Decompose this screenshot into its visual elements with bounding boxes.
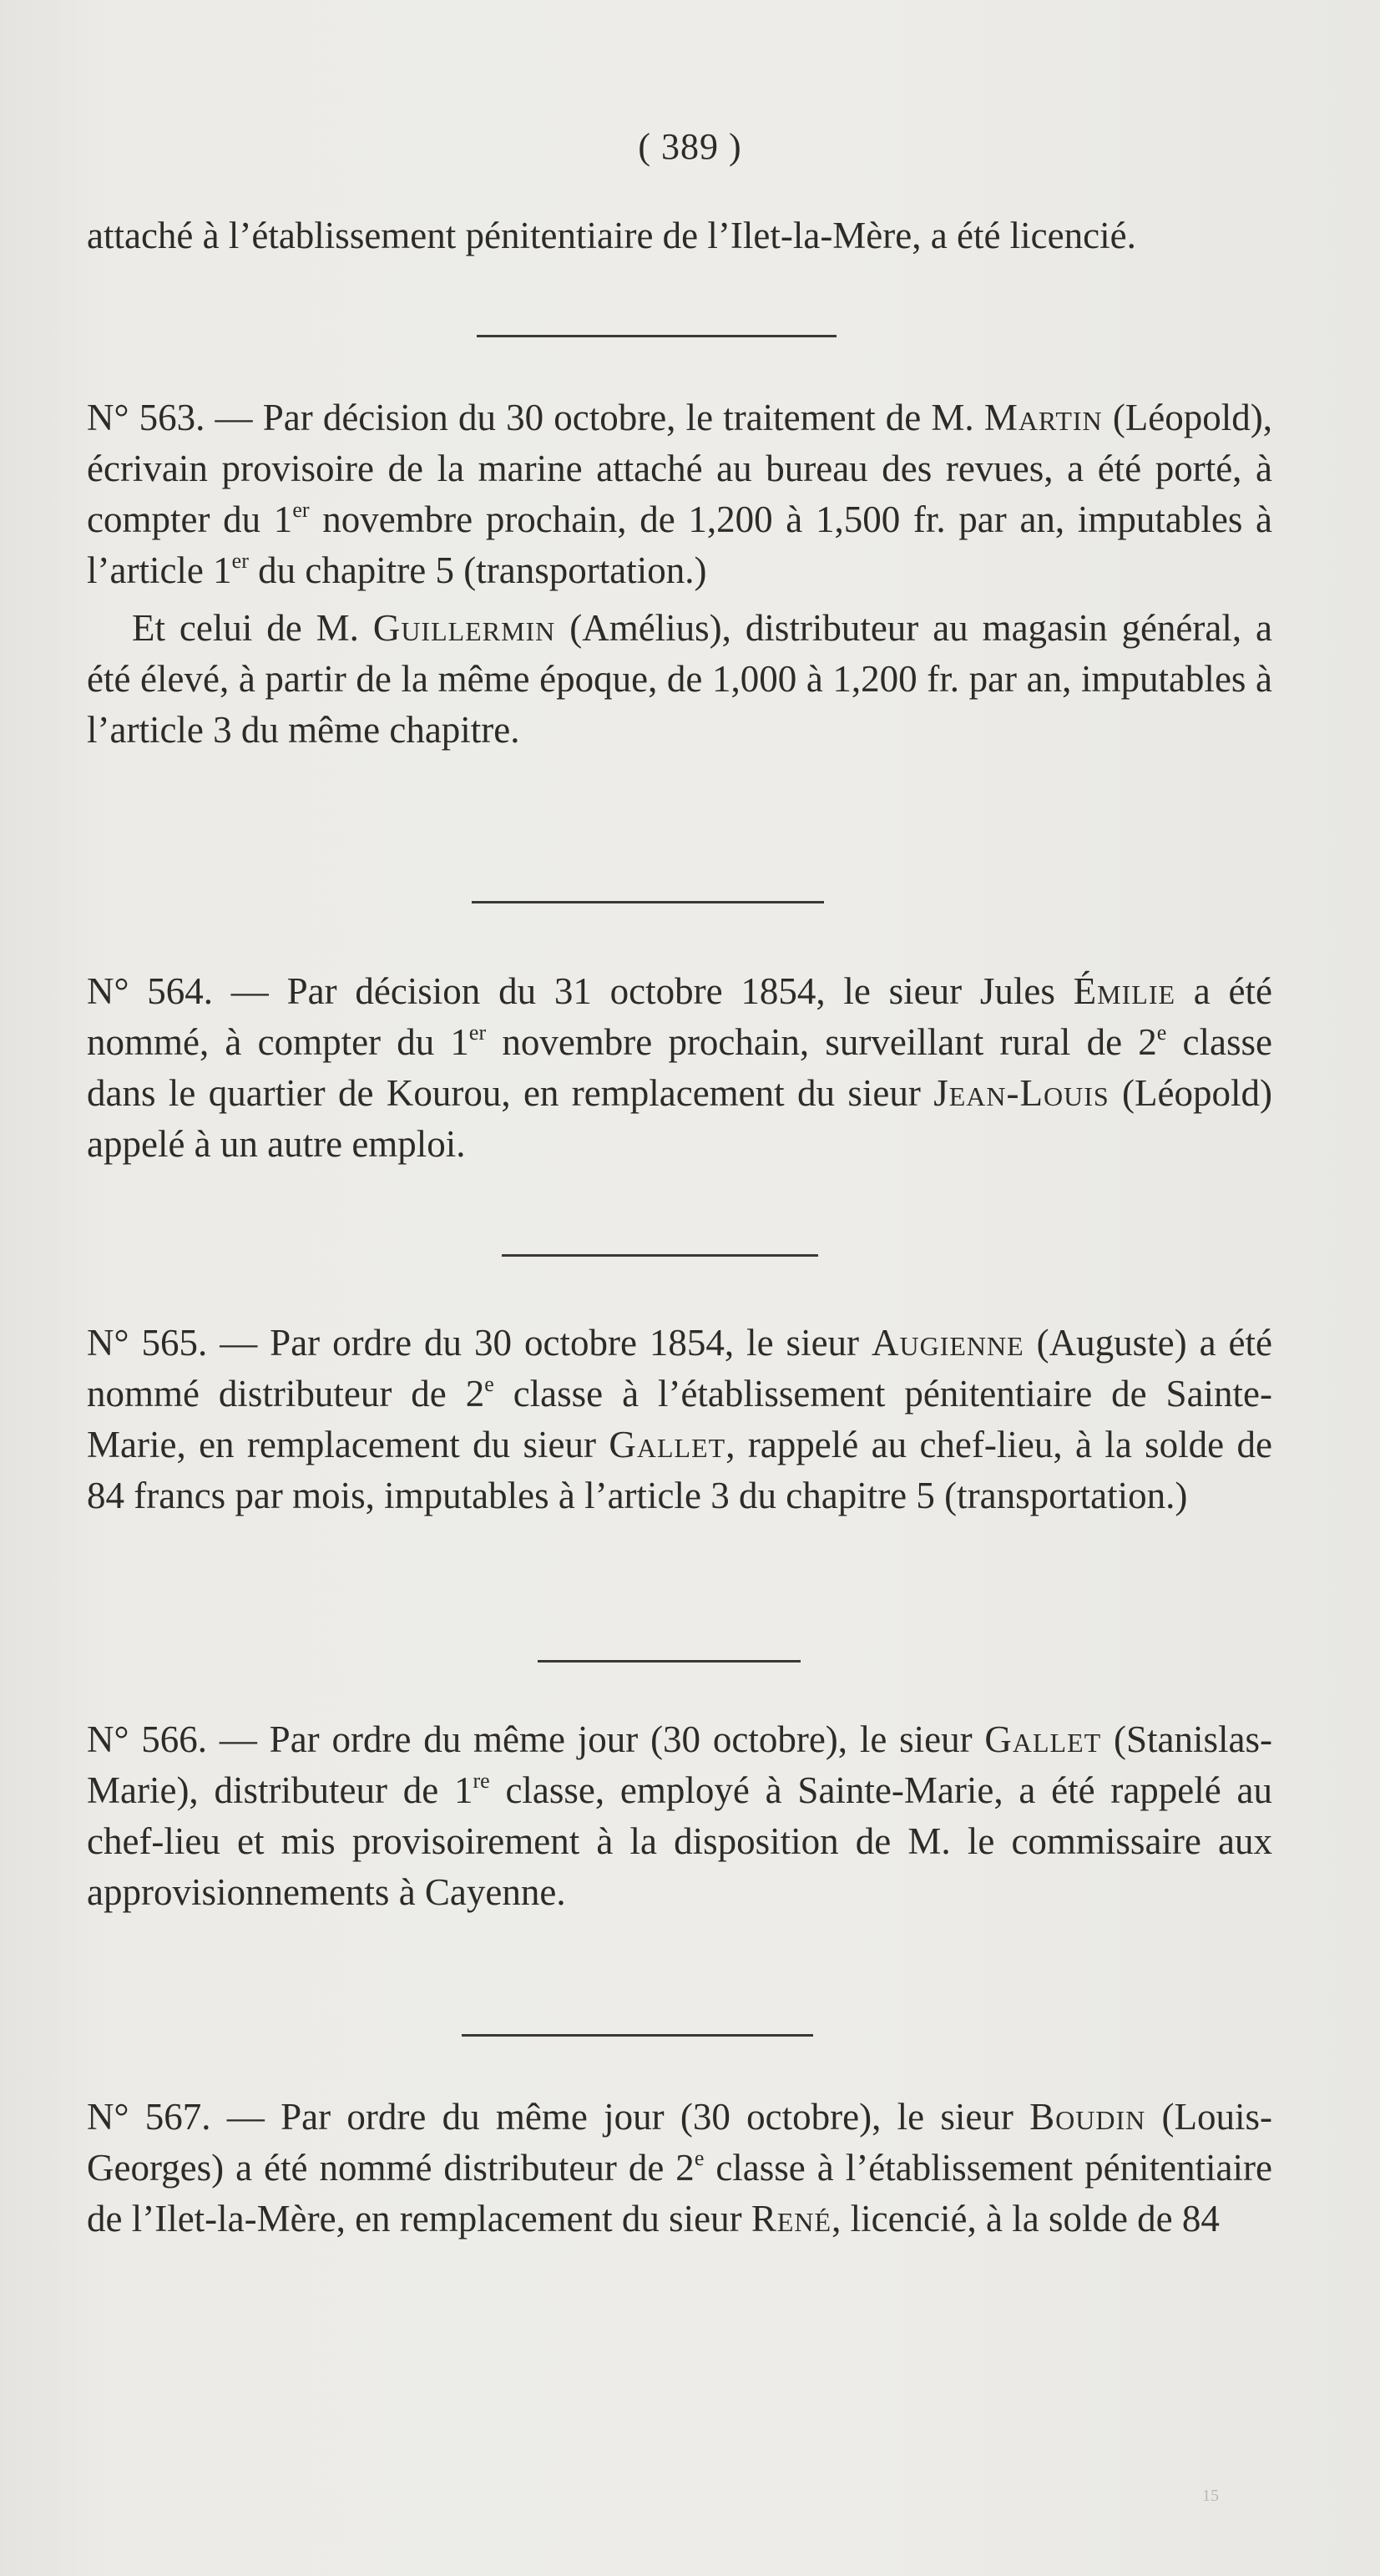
person-name: Émilie bbox=[1073, 970, 1176, 1012]
person-name: Jean-Louis bbox=[933, 1072, 1110, 1114]
person-name: Gallet bbox=[984, 1718, 1102, 1760]
person-name: Gallet bbox=[609, 1424, 726, 1465]
entry-number: N° 567. bbox=[87, 2096, 211, 2138]
entry-567 bbox=[87, 2092, 1272, 2245]
person-name: Guillermin bbox=[372, 607, 556, 649]
entry-565-paragraph: N° 565. — Par ordre du 30 octobre 1854, le sieur Augienne (Auguste) a été nommé distributeur de 2e classe à l’établissement pénitentiaire de Sainte-Marie, en remplacement du sieur Gallet, rappelé au chef-lieu, à la solde de 84 francs par mois, imputables à l’article 3 du chapitre 5 (transportation.) bbox=[87, 1322, 1273, 1516]
entry-number: N° 566. bbox=[87, 1718, 208, 1760]
intro-paragraph: attaché à l’établissement pénitentiaire de l’Ilet-la-Mère, a été licencié. bbox=[87, 215, 1136, 256]
entry-number: N° 564. bbox=[87, 970, 214, 1012]
intro-block bbox=[87, 210, 1272, 261]
entry-566-paragraph: N° 566. — Par ordre du même jour (30 octobre), le sieur Gallet (Stanislas-Marie), distributeur de 1re classe, employé à Sainte-Marie, a été rappelé au chef-lieu et mis provisoirement à la disposition de M. le commissaire aux approvisionnements à Cayenne. bbox=[87, 1718, 1272, 1913]
entry-number: N° 563. bbox=[87, 397, 205, 438]
section-divider bbox=[502, 1254, 818, 1257]
entry-566 bbox=[87, 1714, 1272, 1918]
section-divider bbox=[472, 901, 824, 903]
entry-563 bbox=[87, 392, 1272, 756]
section-divider bbox=[477, 335, 837, 337]
section-divider bbox=[538, 1660, 801, 1663]
entry-563-paragraph: N° 563. — Par décision du 30 octobre, le traitement de M. Martin (Léopold), écrivain provisoire de la marine attaché au bureau des revues, a été porté, à compter du 1er novembre prochain, de 1,200 à 1,500 fr. par an, imputables à l’article 1er du chapitre 5 (transportation.) bbox=[87, 397, 1273, 591]
person-name: Augienne bbox=[872, 1322, 1024, 1364]
section-divider bbox=[462, 2034, 813, 2037]
person-name: René bbox=[751, 2198, 832, 2239]
entry-567-paragraph: N° 567. — Par ordre du même jour (30 octobre), le sieur Boudin (Louis-Georges) a été nommé distributeur de 2e classe à l’établissement pénitentiaire de l’Ilet-la-Mère, en remplacement du sieur René, licencié, à la solde de 84 bbox=[87, 2096, 1272, 2239]
entry-564-paragraph: N° 564. — Par décision du 31 octobre 1854, le sieur Jules Émilie a été nommé, à compter du 1er novembre prochain, surveillant rural de 2e classe dans le quartier de Kourou, en remplacement du sieur Jean-Louis (Léopold) appelé à un autre emploi. bbox=[87, 970, 1273, 1165]
person-name: Boudin bbox=[1029, 2096, 1146, 2138]
signature-mark: 15 bbox=[1202, 2487, 1219, 2505]
person-name: Martin bbox=[983, 397, 1103, 438]
entry-565 bbox=[87, 1318, 1272, 1521]
entry-number: N° 565. bbox=[87, 1322, 208, 1364]
entry-564 bbox=[87, 966, 1272, 1170]
page-number-header: ( 389 ) bbox=[638, 126, 742, 167]
entry-563-paragraph-2: Et celui de M. Guillermin (Amélius), distributeur au magasin général, a été élevé, à partir de la même époque, de 1,000 à 1,200 fr. par an, imputables à l’article 3 du même chapitre. bbox=[87, 607, 1272, 751]
